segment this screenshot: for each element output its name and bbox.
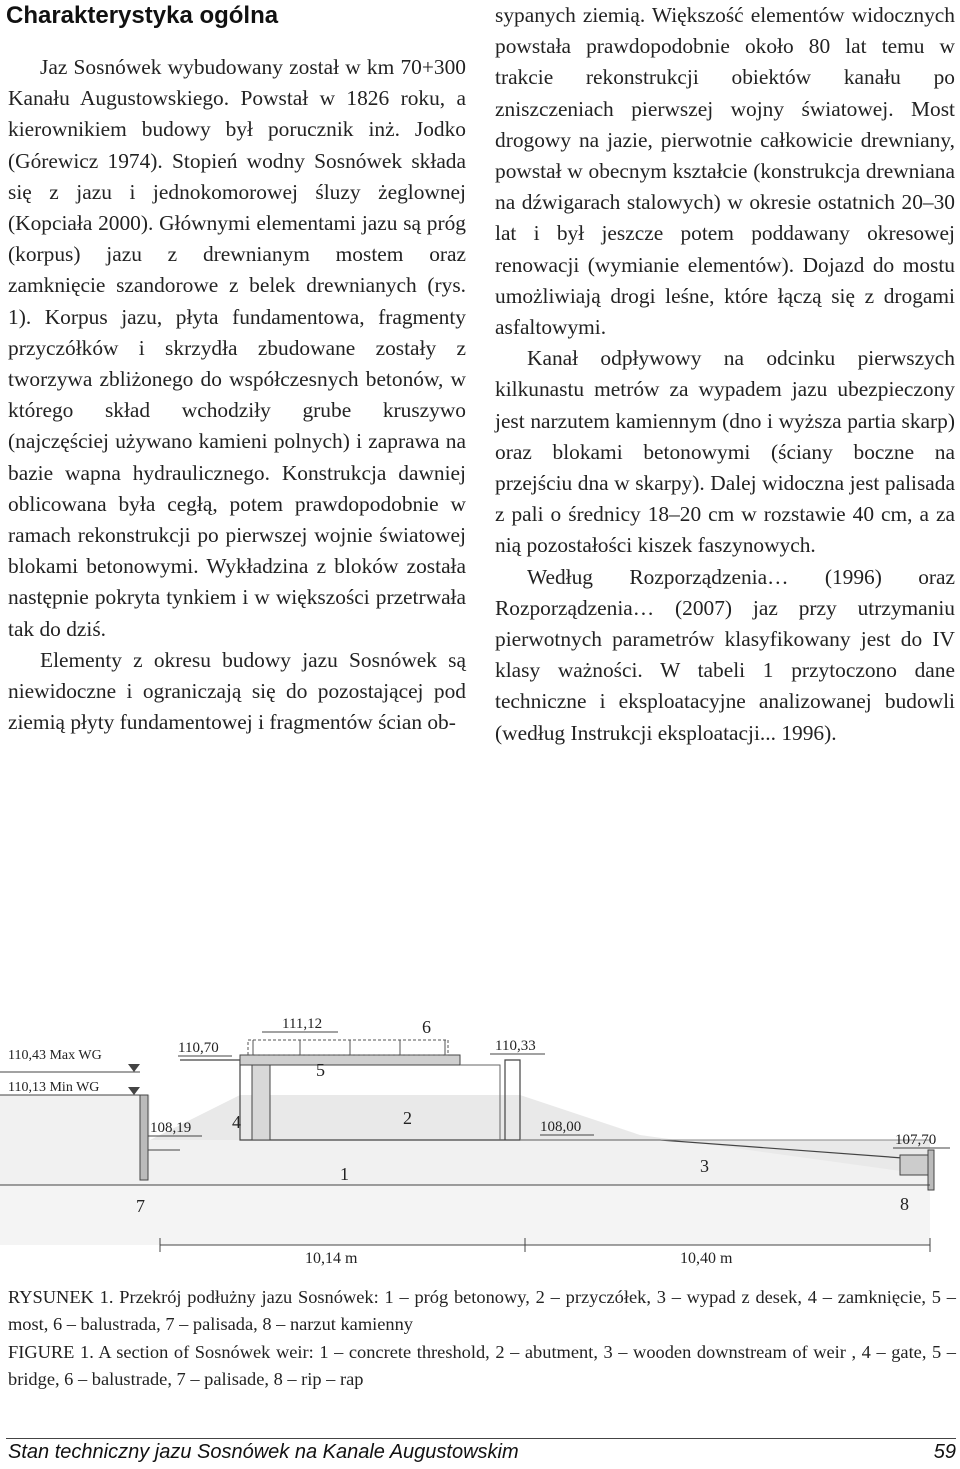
marker-8: 8: [900, 1194, 909, 1214]
elevation-label: 110,70: [178, 1040, 219, 1056]
paragraph: sypanych ziemią. Większość elementów widocznych powstała prawdopodobnie około 80 lat temu w trakcie rekonstrukcji obiektów kanału po zniszczeniach pierwszej wojny światowej. Most drogowy na jazie, pierwotnie całkowicie drewniany, powstał w obecnym kształcie (konstrukcja drewniana na dźwigarach stalowych) w okresie ostatnich 20–30 lat i był jeszcze potem poddawany okresowej renowacji (wymianie elementów). Dojazd do mostu umożliwiają drogi leśne, które łączą się z drogami asfaltowymi.: [495, 3, 955, 340]
elevation-label: 110,33: [495, 1038, 536, 1054]
palisade-left: [140, 1095, 148, 1180]
marker-6: 6: [422, 1017, 431, 1037]
weir-section-drawing: [0, 1000, 960, 1275]
paragraph: Kanał odpływowy na odcinku pierwszych kilkunastu metrów za wypadem jazu ubezpieczony jest narzutem kamiennym (dno i wyższa partia skarp) oraz blokami betonowymi (ściany boczne na przejściu dna w skarpy). Dalej widoczna jest palisada z pali o średnicy 18–20 cm w rozstawie 40 cm, a za nią pozostałości kiszek faszynowych.: [495, 346, 955, 558]
left-column: [8, 52, 466, 738]
paragraph: Jaz Sosnówek wybudowany został w km 70+300 Kanału Augustowskiego. Powstał w 1826 roku, a kierownikiem budowy był porucznik inż. Jodko (Górewicz 1974). Stopień wodny Sosnówek składa się z jazu i jednokomorowej śluzy żeglownej (Kopciała 2000). Głównymi elementami jazu są próg (korpus) jazu z drewnianym mostem oraz zamknięcie szandorowe z belek drewnianych (rys. 1). Korpus jazu, płyta fundamentowa, fragmenty przyczółków i skrzydła zbudowane zostały z tworzywa zbliżonego do współczesnych betonów, w którego skład wchodziły grube kruszywo (najczęściej używano kamieni polnych) i zaprawa na bazie wapna hydraulicznego. Konstrukcja dawniej oblicowana była cegłą, potem prawdopodobnie w ramach rekonstrukcji po pierwszej wojnie światowej blokami betonowymi. Wykładzina z bloków została następnie pokryta tynkiem i w większości przetrwała tak do dziś.: [8, 55, 466, 641]
palisade-right: [928, 1150, 934, 1190]
paragraph: Według Rozporządzenia… (1996) oraz Rozporządzenia… (2007) jaz przy utrzymaniu pierwotnych parametrów klasyfikowany jest do IV klasy ważności. W tabeli 1 przytoczono dane techniczne i eksploatacyjne analizowanej budowli (według Instrukcji eksploatacji... 1996).: [495, 564, 955, 745]
marker-5: 5: [316, 1060, 325, 1080]
caption-polish: RYSUNEK 1. Przekrój podłużny jazu Sosnówek: 1 – próg betonowy, 2 – przyczółek, 3 – wypad z desek, 4 – zamknięcie, 5 – most, 6 – balustrada, 7 – palisada, 8 – narzut kamienny: [8, 1287, 956, 1335]
rip-rap: [900, 1155, 930, 1175]
weir-section-figure: [0, 1000, 960, 1275]
figure-caption: [8, 1284, 956, 1394]
elevation-label: 107,70: [895, 1132, 937, 1148]
dimension-label: 10,40 m: [680, 1250, 733, 1267]
running-title: Stan techniczny jazu Sosnówek na Kanale Augustowskim: [8, 1441, 519, 1463]
gate: [252, 1065, 270, 1140]
paragraph: Elementy z okresu budowy jazu Sosnówek są niewidoczne i ograniczają się do pozostającej pod ziemią płyty fundamentowej i fragmentów ścian ob-: [8, 647, 466, 735]
marker-4: 4: [232, 1112, 241, 1132]
marker-7: 7: [136, 1196, 145, 1216]
section-heading: Charakterystyka ogólna: [6, 2, 279, 29]
max-water-label: 110,43 Max WG: [8, 1048, 102, 1063]
elevation-label: 108,00: [540, 1119, 582, 1135]
right-column: [495, 0, 955, 749]
dimension-label: 10,14 m: [305, 1250, 358, 1267]
footer-rule: [6, 1438, 956, 1439]
page-footer: [8, 1441, 956, 1467]
min-water-label: 110,13 Min WG: [8, 1080, 100, 1095]
marker-2: 2: [403, 1108, 412, 1128]
marker-1: 1: [340, 1164, 349, 1184]
marker-3: 3: [700, 1156, 709, 1176]
caption-english: FIGURE 1. A section of Sosnówek weir: 1 – concrete threshold, 2 – abutment, 3 – wooden downstream of weir , 4 – gate, 5 – bridge, 6 – balustrade, 7 – palisade, 8 – rip – rap: [8, 1341, 956, 1390]
page-number: 59: [933, 1441, 956, 1463]
elevation-label: 108,19: [150, 1120, 192, 1136]
elevation-label: 111,12: [282, 1016, 323, 1032]
bridge-deck: [240, 1055, 460, 1065]
